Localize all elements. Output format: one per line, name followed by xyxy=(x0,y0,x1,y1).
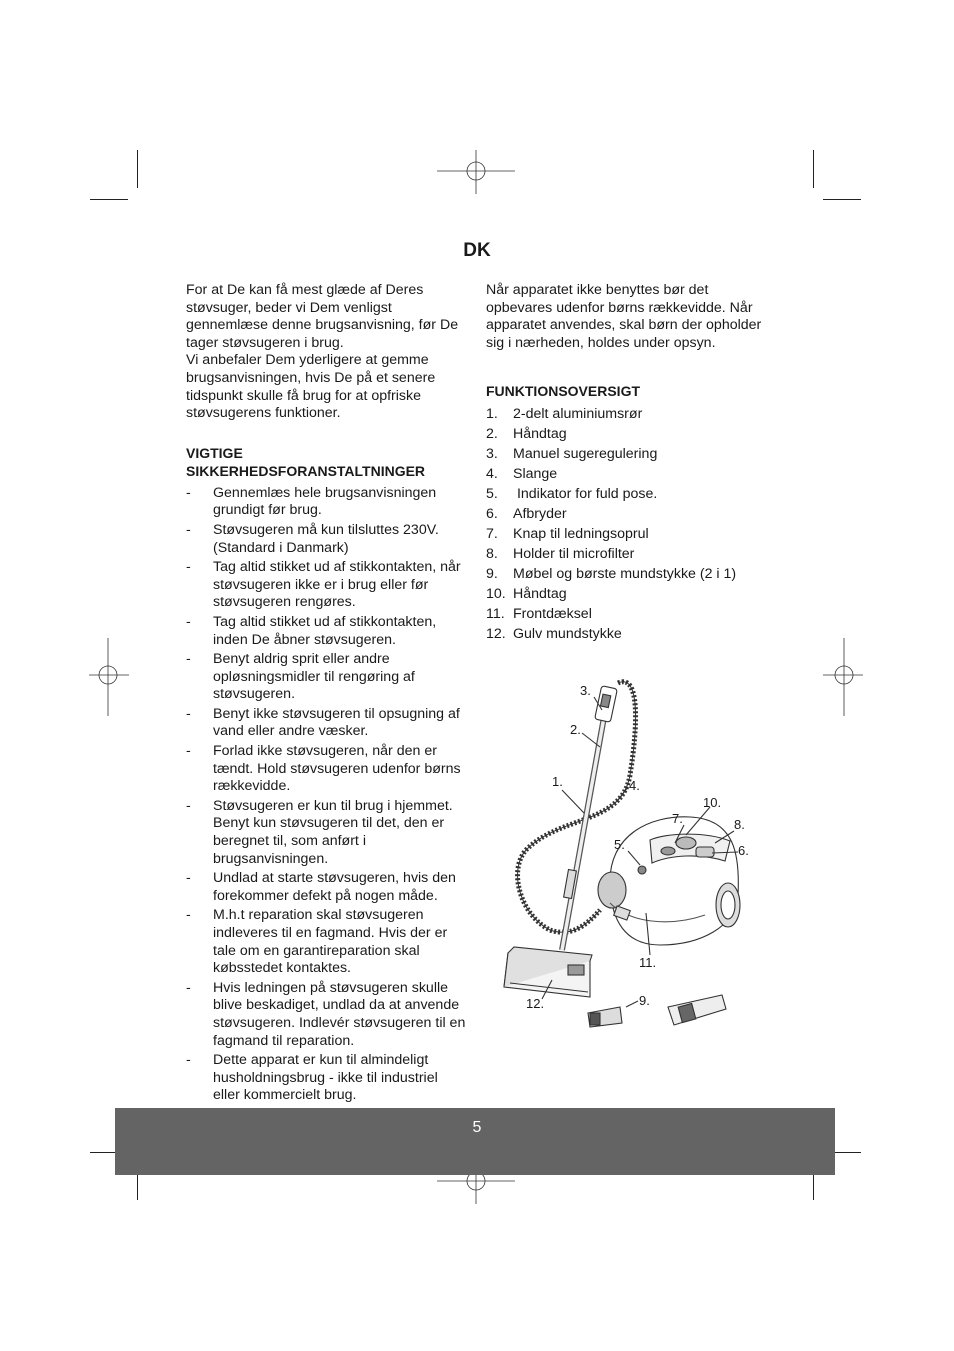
list-item xyxy=(486,525,771,545)
diagram-label: 5. xyxy=(614,837,625,852)
list-item-text: Tag altid stikket ud af stikkontakten, inden De åbner støvsugeren. xyxy=(213,613,437,648)
list-item-text: Benyt aldrig sprit eller andre opløsningsmidler til rengøring af støvsugeren. xyxy=(213,651,415,703)
page-number: 5 xyxy=(472,1119,482,1136)
crop-mark xyxy=(137,150,138,188)
intro-paragraph: For at De kan få mest glæde af Deres støvsuger, beder vi Dem venligst gennemlæse denne brugsanvisning, før De tager støvsugeren i brug. xyxy=(186,282,459,351)
diagram-label: 11. xyxy=(639,955,657,970)
bullet-dash: - xyxy=(186,559,191,576)
list-item xyxy=(486,505,771,525)
item-number: 10. xyxy=(486,586,506,603)
bullet-dash: - xyxy=(186,613,191,630)
item-label: Møbel og børste mundstykke (2 i 1) xyxy=(513,566,737,583)
list-item-text: Dette apparat er kun til almindeligt husholdningsbrug - ikke til industriel eller kommercielt brug. xyxy=(213,1052,438,1104)
crevice-nozzle xyxy=(668,995,726,1025)
item-number: 1. xyxy=(486,406,498,423)
item-label: Manuel sugeregulering xyxy=(513,446,658,463)
children-note: Når apparatet ikke benyttes bør det opbevares udenfor børns rækkevidde. Når apparatet anvendes, skal børn der opholder sig i nærheden, holdes under opsyn. xyxy=(486,282,762,351)
list-item xyxy=(486,585,771,605)
safety-list xyxy=(186,485,466,1105)
list-item xyxy=(486,545,771,565)
crop-mark xyxy=(813,150,814,188)
item-label: Slange xyxy=(513,466,558,483)
item-number: 6. xyxy=(486,506,498,523)
functions-heading: FUNKTIONSOVERSIGT xyxy=(486,383,641,400)
diagram-label: 7. xyxy=(672,811,683,826)
item-number: 3. xyxy=(486,446,498,463)
item-number: 9. xyxy=(486,566,498,583)
item-label: Afbryder xyxy=(513,506,567,523)
left-column xyxy=(186,282,466,1107)
list-item xyxy=(486,465,771,485)
list-item xyxy=(186,798,466,868)
registration-mark xyxy=(823,638,863,716)
diagram-label: 1. xyxy=(552,774,563,789)
bullet-dash: - xyxy=(186,705,191,722)
list-item xyxy=(186,614,466,649)
diagram-label: 2. xyxy=(570,722,581,737)
item-number: 2. xyxy=(486,426,498,443)
list-item-text: Undlad at starte støvsugeren, hvis den forekommer defekt på nogen måde. xyxy=(213,870,456,904)
list-item xyxy=(186,980,466,1050)
list-item xyxy=(186,743,466,796)
language-heading: DK xyxy=(463,240,491,261)
registration-mark xyxy=(437,150,515,194)
item-number: 7. xyxy=(486,526,498,543)
intro-paragraph: Vi anbefaler Dem yderligere at gemme brugsanvisningen, hvis De på et senere tidspunkt skulle få brug for at opfriske støvsugerens funktioner. xyxy=(186,352,436,422)
item-number: 11. xyxy=(486,606,505,623)
bullet-dash: - xyxy=(186,521,191,538)
item-number: 12. xyxy=(486,626,506,643)
list-item-text: Tag altid stikket ud af stikkontakten, når støvsugeren ikke er i brug eller før støvsugeren rengøres. xyxy=(213,559,461,611)
list-item xyxy=(186,907,466,977)
list-item xyxy=(486,485,771,505)
list-item xyxy=(186,485,466,520)
functions-list xyxy=(486,405,771,645)
diagram-label: 6. xyxy=(738,843,749,858)
bullet-dash: - xyxy=(186,484,191,501)
diagram-label: 8. xyxy=(734,817,745,832)
list-item xyxy=(186,1052,466,1105)
item-number: 4. xyxy=(486,466,498,483)
diagram-label: 9. xyxy=(639,993,650,1008)
list-item xyxy=(486,425,771,445)
list-item xyxy=(486,605,771,625)
item-label: Indikator for fuld pose. xyxy=(513,486,658,503)
list-item xyxy=(186,522,466,557)
item-number: 5. xyxy=(486,486,498,503)
item-label: 2-delt aluminiumsrør xyxy=(513,406,643,423)
item-label: Knap til ledningsoprul xyxy=(513,526,649,543)
item-label: Holder til microfilter xyxy=(513,546,635,563)
bullet-dash: - xyxy=(186,870,191,887)
list-item-text: Støvsugeren er kun til brug i hjemmet. Benyt kun støvsugeren til det, den er beregnet til, som anført i brugsanvisningen. xyxy=(213,797,453,867)
diagram-label: 12. xyxy=(526,996,545,1011)
diagram-label: 10. xyxy=(703,795,722,810)
item-label: Håndtag xyxy=(513,426,567,443)
list-item xyxy=(486,405,771,425)
list-item xyxy=(486,445,771,465)
list-item xyxy=(186,559,466,612)
bullet-dash: - xyxy=(186,797,191,814)
list-item-text: Forlad ikke støvsugeren, når den er tændt. Hold støvsugeren udenfor børns rækkevidde. xyxy=(213,743,461,795)
list-item xyxy=(186,651,466,704)
right-column xyxy=(486,282,771,645)
bullet-dash: - xyxy=(186,907,191,924)
list-item-text: M.h.t reparation skal støvsugeren indleveres til en fagmand. Hvis der er tale om en garantireparation skal købsstedet kontaktes. xyxy=(213,907,448,977)
list-item-text: Støvsugeren må kun tilsluttes 230V. (Standard i Danmark) xyxy=(213,521,439,556)
item-label: Gulv mundstykke xyxy=(513,626,622,643)
list-item xyxy=(486,625,771,645)
item-label: Håndtag xyxy=(513,586,567,603)
bullet-dash: - xyxy=(186,1052,191,1069)
list-item xyxy=(186,870,466,905)
crop-mark xyxy=(90,199,128,200)
item-label: Frontdæksel xyxy=(513,606,592,623)
diagram-label: 3. xyxy=(580,683,591,698)
list-item xyxy=(486,565,771,585)
list-item xyxy=(186,706,466,741)
list-item-text: Gennemlæs hele brugsanvisningen grundigt før brug. xyxy=(213,484,437,519)
bullet-dash: - xyxy=(186,979,191,996)
item-number: 8. xyxy=(486,546,498,563)
diagram-label: 4. xyxy=(629,778,640,793)
list-item-text: Benyt ikke støvsugeren til opsugning af vand eller andre væsker. xyxy=(213,705,460,740)
bullet-dash: - xyxy=(186,743,191,760)
registration-mark xyxy=(89,638,129,716)
vacuum-cleaner-illustration xyxy=(490,665,770,1045)
list-item-text: Hvis ledningen på støvsugeren skulle blive beskadiget, undlad da at anvende støvsugeren. Indlevér støvsugeren til en fagmand til reparation. xyxy=(213,979,466,1049)
crop-mark xyxy=(823,199,861,200)
bullet-dash: - xyxy=(186,651,191,668)
safety-heading: VIGTIGE SIKKERHEDSFORANSTALTNINGER xyxy=(186,444,426,479)
